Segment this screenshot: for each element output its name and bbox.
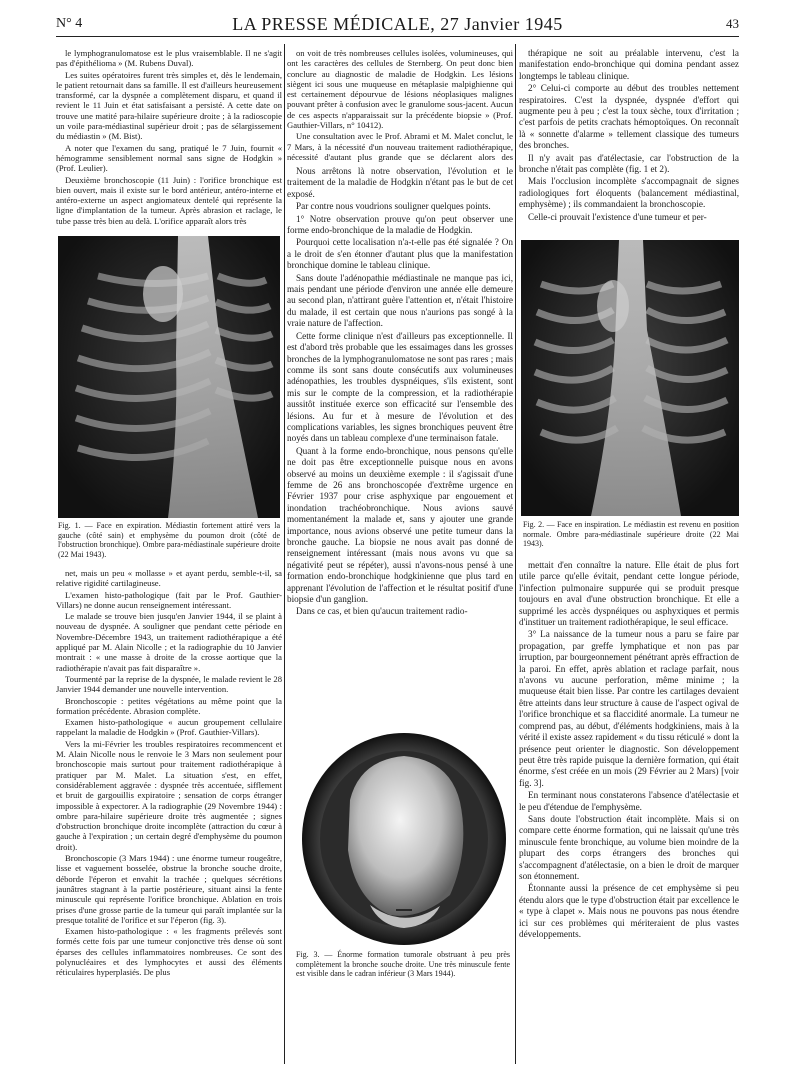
figure-2-caption: Fig. 2. — Face en inspiration. Le médiastin est revenu en position normale. Ombre para-médiastinale supérieure droite (22 Mai 1943). [523,520,739,549]
paragraph: Sans doute l'adénopathie médiastinale ne manque pas ici, mais pendant une période d'environ une année elle demeure au second plan, n'attirant guère l'attention et, n'était l'histoire du malade, il est certain que nous n'aurions pas songé à la vraie nature de l'affection. [287,272,513,329]
paragraph: Cette forme clinique n'est d'ailleurs pas exceptionnelle. Il est d'abord très probable que les essaimages dans les grosses bronches de la lymphogranulomatose ne sont pas rares ; mais comme ils sont sans doute consécutifs aux volumineuses adénopathies, les troubles dyspnéiques, s'ils existent, sont mis sur le compte de la compression, et la radiothérapie aussitôt instituée exerce son efficacité sur l'ensemble des lésions. Au fur et à mesure de l'évolution et des complications variables, les signes bronchiques peuvent être noyés dans un tableau complexe d'une terminaison fatale. [287,330,513,444]
column-1-top-text [56,48,282,232]
column-1-bottom-text [56,568,282,1064]
paragraph: Vers la mi-Février les troubles respiratoires recommencent et M. Alain Nicolle nous le renvoie le 3 Mars non seulement pour bronchoscopie mais surtout pour traitement radiothérapique à pratiquer par M. Malet. La situation s'est, en effet, considérablement aggravée : dyspnée très accentuée, sifflement et bruit de gargouillis expiratoire ; sensation de corps étranger impossible à expectorer. A la radiographie (29 Novembre 1944) : ombre para-hilaire supérieure droite très augmentée ; signes d'obstruction bronchique droite incomplète (attraction du cœur à gauche à l'expiration ; un certain degré d'emphysème du poumon droit). [56,738,282,852]
paragraph: Tourmenté par la reprise de la dyspnée, le malade revient le 28 Janvier 1944 demander une nouvelle intervention. [56,673,282,695]
paragraph: le lymphogranulomatose est le plus vraisemblable. Il ne s'agit pas d'épithélioma » (M. Rubens Duval). [56,48,282,69]
paragraph: Sans doute l'obstruction était incomplète. Mais si on compare cette énorme formation, qui ne laissait qu'une très minuscule fente bronchique, au volume bien moindre de la plupart des corps étrangers des bronches qui s'accompagnent d'atélectasie, on a bien le droit de marquer son étonnement. [519,813,739,881]
page-header [56,14,739,37]
paragraph: Quant à la forme endo-bronchique, nous pensons qu'elle ne doit pas être exceptionnelle puisque nous en avons observé au moins un deuxième exemple : il s'agissait d'une femme de 26 ans bronchoscopée d'extrême urgence en Février 1937 pour crise asphyxique par engouement et inondation trachéobronchique. Nous avions sauvé momentanément la malade et, sans y ajouter une grande importance, nous avions observé une petite tumeur dans la bronche gauche. La biopsie ne nous avait pas donné de renseignement intéressant (mais nous avons vu que sa négativité peut se répéter), aussi n'avons-nous pensé à une formation endo-bronchique hodgkinienne que plus tard en apprenant l'évolution de l'affection et le résultat positif d'une biopsie d'un ganglion. [287,445,513,605]
paragraph: Bronchoscopie (3 Mars 1944) : une énorme tumeur rougeâtre, lisse et vaguement bosselée, obstrue la bronche souche droite, déborde l'éperon et envahit la trachée ; quelques sécrétions jaunâtres stagnant à la partie postérieure, situant ainsi la fente minuscule qui représente l'orifice bronchique. Ablation en trois prises d'une grosse partie de la tumeur qui paraît implantée sur la presque totalité de l'orifice et sur l'éperon (fig. 3). [56,853,282,925]
column-3-bottom-text [519,560,739,1064]
paragraph: mettait d'en connaître la nature. Elle était de plus fort utile parce qu'elle évitait, pendant cette longue période, l'infection pulmonaire suppurée qui se produit presque toujours en aval d'une obstruction bronchique. Et elle a supprimé les accès dyspnéiques ou asphyxiques et permis d'instituer un traitement radiothérapique, le seul efficace. [519,560,739,628]
figure-3-bronchoscopy [300,730,508,948]
paragraph: on voit de très nombreuses cellules isolées, volumineuses, qui ont les caractères des cellules de Sternberg. On peut donc bien conclure au diagnostic de maladie de Hodgkin. Les lésions siègent ici sous une muqueuse en métaplasie malpighienne qui est certainement dépourvue de lésions néoplasiques malignes pouvant prêter à confusion avec le granulome sous-jacent. Aucun de ces aspects n'apparaissait sur la précédente biopsie » (Prof. Gauthier-Villars, n° 10412). [287,48,513,131]
paragraph: Une consultation avec le Prof. Abrami et M. Malet conclut, le 7 Mars, à la nécessité d'un nouveau traitement radiothérapique, nécessité d'autant plus grande que se déclarent alors des [287,131,513,162]
paragraph: En terminant nous constaterons l'absence d'atélectasie et le peu d'étendue de l'emphysème. [519,790,739,812]
paragraph: Il n'y avait pas d'atélectasie, car l'obstruction de la bronche n'était pas complète (fig. 1 et 2). [519,152,739,175]
paragraph: Nous arrêtons là notre observation, l'évolution et le traitement de la maladie de Hodgkin n'étant pas le but de cet exposé. [287,166,513,199]
paragraph: 1° Notre observation prouve qu'on peut observer une forme endo-bronchique de la maladie de Hodgkin. [287,213,513,236]
paragraph: L'examen histo-pathologique (fait par le Prof. Gauthier-Villars) ne donne aucun renseignement intéressant. [56,589,282,610]
paragraph: 2° Celui-ci comporte au début des troubles nettement respiratoires. C'est la dyspnée, dyspnée d'effort qui augmente peu à peu ; c'est la toux sèche, toux d'irritation ; c'est parfois de petits crachats hémoptoïques. On reconnaît là « sonnette d'alarme » tellement classique des tumeurs des bronches. [519,83,739,151]
column-3-top-text [519,48,739,238]
column-rule-right [515,44,516,1064]
paragraph: Celle-ci prouvait l'existence d'une tumeur et per- [528,211,707,222]
paragraph: 3° La naissance de la tumeur nous a paru se faire par propagation, par greffe lymphatique et non pas par irruption, par bourgeonnement pénétrant après effraction de la paroi. En effet, après ablation et raclage parfait, nous n'avons vu aucune perforation, même minime ; la muqueuse était bien lisse. Par contre les cartilages devaient être atteints dans leur structure à cause de l'aspect ogival de l'orifice bronchique et sa flaccidité anormale. La tumeur ne comprend pas, au début, d'éléments hodgkiniens, mais à la vérité il existe assez rapidement « du tissu réticulé » dont la présence peut orienter le diagnostic. Son développement peut être très rapide puisque la dernière formation, qui était énorme, s'est créée en un mois (29 Février au 2 Mars) [voir fig. 3]. [519,629,739,788]
figure-1-caption: Fig. 1. — Face en expiration. Médiastin fortement attiré vers la gauche (côté sain) et emphysème du poumon droit (côté de l'obstruction bronchique). Ombre para-médiastinale supérieure droite (22 Mai 1943). [58,521,280,559]
column-2-middle-text [287,166,513,724]
column-rule-left [284,44,285,1064]
paragraph: Examen histo-pathologique : « les fragments prélevés sont formés cette fois par une tumeur conjonctive très dense où sont éparses des cellules inflammatoires nombreuses. Ce sont des polynucléaires et des lymphocytes et aussi des éléments réticulaires hyperplasiés. De plus [56,926,282,978]
paragraph: Pourquoi cette localisation n'a-t-elle pas été signalée ? On a le droit de s'en étonner d'autant plus que la manifestation bronchique domine le tableau clinique. [287,237,513,271]
paragraph: Étonnante aussi la présence de cet emphysème si peu étendu alors que le type d'obstruction était par excellence le « type à clapet ». Mais nous ne pouvons pas nous étendre ici sur ces problèmes qui mériteraient de plus vastes développements. [519,883,739,939]
figure-3-caption: Fig. 3. — Énorme formation tumorale obstruant à peu près complètement la bronche souche droite. Une très minuscule fente est visible dans le cadran inférieur (3 Mars 1944). [296,950,510,979]
figure-1-radiograph [58,236,280,518]
column-2-top-text [287,48,513,164]
paragraph: Les suites opératoires furent très simples et, dès le lendemain, le patient retournait dans sa famille. Il est d'ailleurs heureusement transformé, car la dyspnée a complètement disparu, et quand il revient le 11 Juin et état satisfaisant a persisté. A cette date on trouve une matité para-hilaire supérieure droite ; à la radioscopie un voile para-médiastinal supérieur droit ; pas de sélargissement du médiastin » (M. Bist). [56,69,282,142]
paragraph: Bronchoscopie : petites végétations au même point que la formation précédente. Abrasion complète. [56,695,282,716]
paragraph: Mais l'occlusion incomplète s'accompagnait de signes radiologiques fort éloquents (balancement médiastinal, emphysème) ; ils commandaient la bronchoscopie. [519,176,739,210]
figure-2-radiograph [521,240,739,516]
paragraph: net, mais un peu « mollasse » et ayant perdu, semble-t-il, sa relative rigidité cartilagineuse. [56,568,282,589]
paragraph: Le malade se trouve bien jusqu'en Janvier 1944, il se plaint à nouveau de dyspnée. A souligner que pendant cette période en Novembre-Décembre 1943, un traitement radiothérapique a été appliqué par M. Alain Nicolle ; et la radiographie du 10 Janvier montrait : « une masse à droite de la crosse aortique que la radiothérapie n'avait pas fait disparaître ». [56,611,282,673]
journal-title: LA PRESSE MÉDICALE, 27 Janvier 1945 [232,14,563,34]
page-number: 43 [726,16,739,31]
paragraph: Dans ce cas, et bien qu'aucun traitement radio- [296,606,468,617]
paragraph: A noter que l'examen du sang, pratiqué le 7 Juin, fournit « hémogramme sensiblement normal sans signe de Hodgkin » (Prof. Leulier). [56,142,282,174]
paragraph: Deuxième bronchoscopie (11 Juin) : l'orifice bronchique est bien ouvert, mais il existe sur le bord antérieur, antéro-interne et antéro-externe un aspect angiomateux dentelé qui représente la ligne d'implantation de la tumeur. Après abrasion et raclage, le tube passe très bien au delà. L'orifice apparaît alors très [56,174,282,226]
paragraph: thérapique ne soit au préalable intervenu, c'est la manifestation endo-bronchique qui domina pendant assez longtemps le tableau clinique. [519,48,739,81]
paragraph: Examen histo-pathologique « aucun groupement cellulaire rappelant la maladie de Hodgkin » (Prof. Gauthier-Villars). [56,717,282,738]
paragraph: Par contre nous voudrions souligner quelques points. [296,201,491,212]
issue-number: N° 4 [56,16,83,31]
